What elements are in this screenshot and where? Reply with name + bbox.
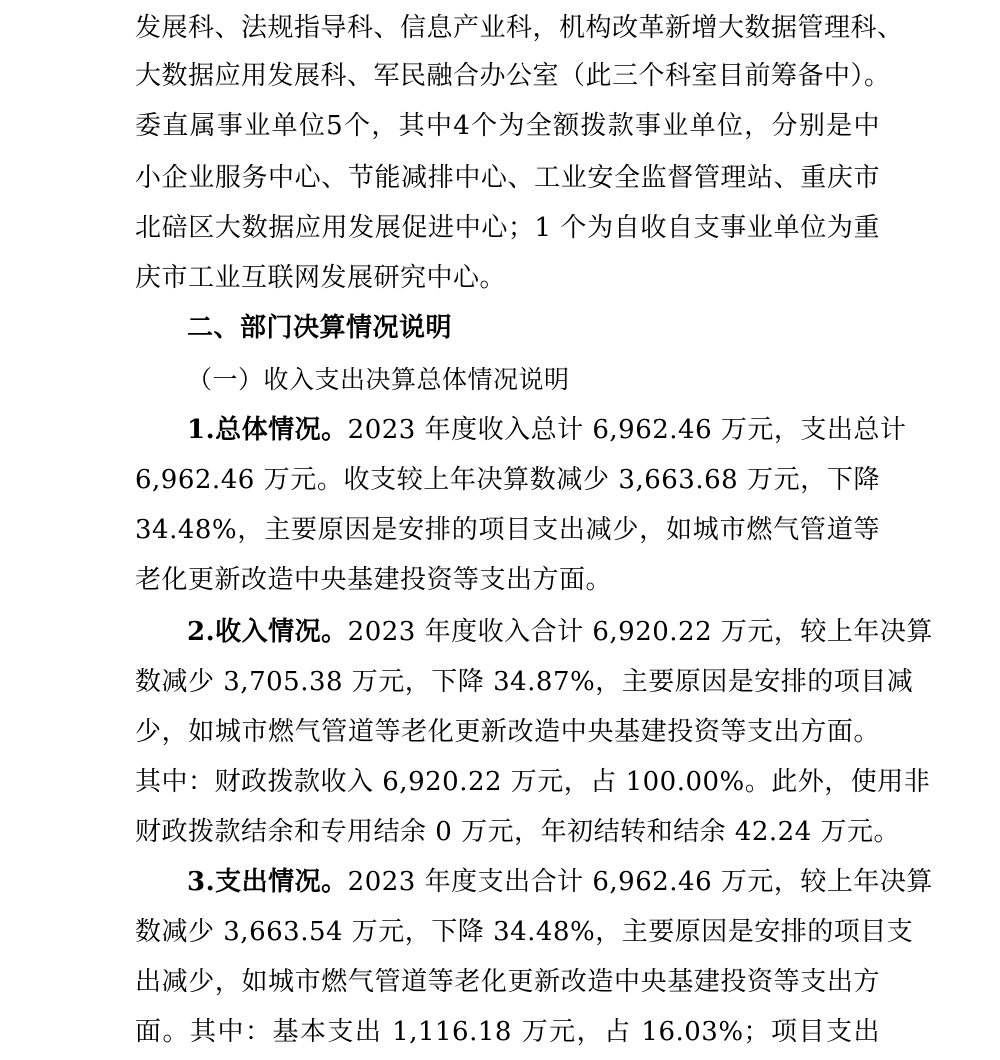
text-line: 面。其中：基本支出 1,116.18 万元，占 16.03%；项目支出 (135, 1017, 880, 1047)
subsection-heading: （一）收入支出决算总体情况说明 (187, 365, 570, 394)
paragraph-lead-overall: 1.总体情况。 (187, 415, 348, 445)
text-line: 数减少 3,663.54 万元，下降 34.48%，主要原因是安排的项目支 (135, 917, 914, 947)
text-line: 发展科、法规指导科、信息产业科，机构改革新增大数据管理科、 (135, 13, 904, 43)
section-heading: 二、部门决算情况说明 (187, 313, 453, 343)
text-line: 委直属事业单位5个，其中4个为全额拨款事业单位，分别是中 (135, 111, 880, 141)
text-line: 庆市工业互联网发展研究中心。 (135, 263, 507, 293)
text-line: 出减少，如城市燃气管道等老化更新改造中央基建投资等支出方 (135, 967, 880, 997)
text-line: 6,962.46 万元。收支较上年决算数减少 3,663.68 万元，下降 (135, 465, 880, 495)
text-line: 北碚区大数据应用发展促进中心；1 个为自收自支事业单位为重 (135, 213, 880, 243)
text-line: 少，如城市燃气管道等老化更新改造中央基建投资等支出方面。 (135, 717, 880, 747)
paragraph-lead-income: 2.收入情况。 (187, 617, 348, 647)
text-line: 小企业服务中心、节能减排中心、工业安全监督管理站、重庆市 (135, 163, 880, 193)
text-run: 2023 年度收入合计 6,920.22 万元，较上年决算 (347, 617, 933, 647)
text-run: 2023 年度收入总计 6,962.46 万元，支出总计 (347, 415, 907, 445)
text-line: 财政拨款结余和专用结余 0 万元，年初结转和结余 42.24 万元。 (135, 817, 901, 847)
paragraph-income-line (187, 612, 933, 652)
paragraph-expenditure-line (187, 862, 933, 902)
text-line: 大数据应用发展科、军民融合办公室（此三个科室目前筹备中）。 (135, 61, 891, 91)
text-line: 其中：财政拨款收入 6,920.22 万元，占 100.00%。此外，使用非 (135, 767, 931, 797)
paragraph-overall-line (187, 410, 907, 450)
text-run: 2023 年度支出合计 6,962.46 万元，较上年决算 (347, 867, 933, 897)
paragraph-lead-expenditure: 3.支出情况。 (187, 867, 348, 897)
text-line: 34.48%，主要原因是安排的项目支出减少，如城市燃气管道等 (135, 515, 880, 545)
text-line: 数减少 3,705.38 万元，下降 34.87%，主要原因是安排的项目减 (135, 667, 914, 697)
text-line: 老化更新改造中央基建投资等支出方面。 (135, 565, 613, 595)
